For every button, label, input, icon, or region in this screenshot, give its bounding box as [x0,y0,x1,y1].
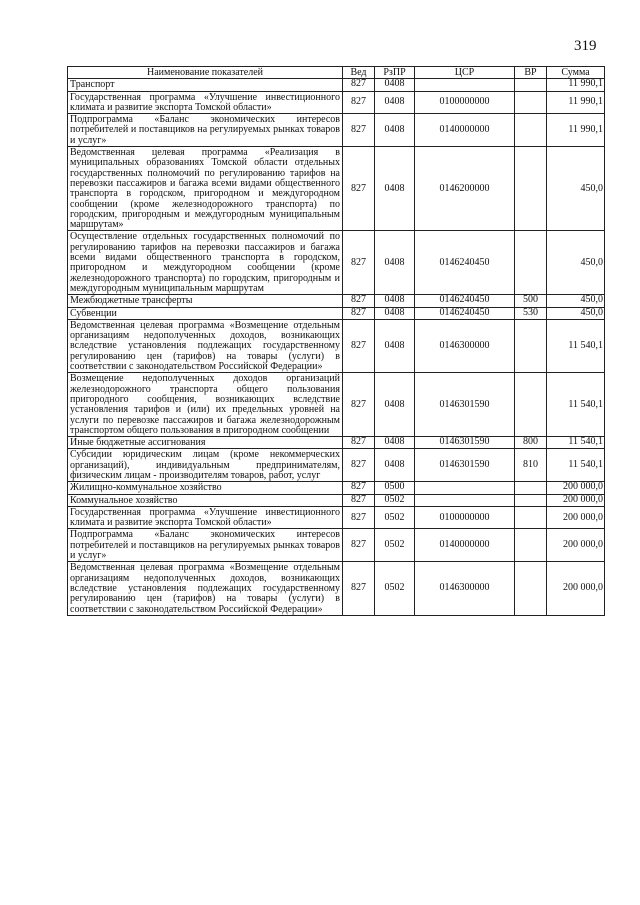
cell-vr [515,231,547,295]
cell-rzpr: 0408 [375,91,415,114]
cell-vr [515,147,547,231]
cell-name: Субсидии юридическим лицам (кроме некоммерческих организаций), индивидуальным предпринимателям, физическим лицам - производителям товаров, работ, услуг [68,449,343,482]
cell-sum: 11 540,1 [547,437,605,449]
cell-name: Возмещение недополученных доходов организаций железнодорожного транспорта общего пользования пригородного сообщения, возникающих вследствие установления тарифов и (или) их предельных уровней на услуги по перевозке пассажиров и багажа железнодорожным транспортом общего пользования в пригородном сообщении [68,373,343,437]
cell-rzpr: 0408 [375,147,415,231]
table-row [68,231,605,295]
cell-ved: 827 [343,562,375,615]
cell-rzpr: 0408 [375,307,415,319]
cell-name: Государственная программа «Улучшение инвестиционного климата и развитие экспорта Томской области» [68,91,343,114]
cell-csr: 0100000000 [415,506,515,529]
table-row [68,506,605,529]
cell-vr: 800 [515,437,547,449]
cell-sum: 450,0 [547,231,605,295]
cell-sum: 11 540,1 [547,449,605,482]
cell-vr [515,319,547,372]
cell-rzpr: 0500 [375,482,415,494]
header-sum: Сумма [547,67,605,79]
cell-sum: 11 540,1 [547,373,605,437]
cell-ved: 827 [343,91,375,114]
table-row [68,482,605,494]
table-row [68,449,605,482]
header-vr: ВР [515,67,547,79]
cell-rzpr: 0408 [375,373,415,437]
cell-csr: 0146301590 [415,449,515,482]
table-row [68,529,605,562]
cell-ved: 827 [343,494,375,506]
cell-ved: 827 [343,79,375,91]
cell-name: Ведомственная целевая программа «Реализация в муниципальных образованиях Томской области отдельных государственных полномочий по регулированию тарифов на перевозки пассажиров и багажа всеми видами общественного транспорта в городском, пригородном и междугородном сообщении (кроме железнодорожного транспорта) по городским, пригородным и междугородным муниципальным маршрутам» [68,147,343,231]
table-row [68,437,605,449]
cell-ved: 827 [343,147,375,231]
cell-ved: 827 [343,506,375,529]
page-number: 319 [574,38,597,54]
cell-csr [415,79,515,91]
cell-rzpr: 0408 [375,437,415,449]
cell-name: Осуществление отдельных государственных полномочий по регулированию тарифов на перевозки пассажиров и багажа всеми видами общественного транспорта в городском, пригородном и междугородном сообщении (кроме железнодорожного транспорта) по городским, пригородным и междугородным муниципальным маршрутам [68,231,343,295]
cell-rzpr: 0408 [375,79,415,91]
table-row [68,373,605,437]
cell-vr [515,494,547,506]
cell-csr: 0146300000 [415,562,515,615]
cell-sum: 450,0 [547,147,605,231]
cell-ved: 827 [343,482,375,494]
cell-csr: 0140000000 [415,114,515,147]
budget-table [67,66,605,616]
cell-ved: 827 [343,295,375,307]
cell-csr: 0146240450 [415,307,515,319]
table-row [68,319,605,372]
cell-csr: 0146200000 [415,147,515,231]
cell-vr [515,529,547,562]
cell-ved: 827 [343,449,375,482]
cell-vr [515,506,547,529]
cell-rzpr: 0408 [375,319,415,372]
cell-sum: 450,0 [547,307,605,319]
cell-sum: 200 000,0 [547,494,605,506]
cell-csr: 0146240450 [415,231,515,295]
cell-ved: 827 [343,307,375,319]
header-rzpr: РзПР [375,67,415,79]
table-row [68,295,605,307]
table-header-row [68,67,605,79]
cell-name: Жилищно-коммунальное хозяйство [68,482,343,494]
cell-vr [515,91,547,114]
cell-rzpr: 0408 [375,449,415,482]
table-row [68,307,605,319]
cell-csr: 0100000000 [415,91,515,114]
cell-ved: 827 [343,437,375,449]
cell-name: Межбюджетные трансферты [68,295,343,307]
table-row [68,562,605,615]
cell-csr [415,482,515,494]
table-row [68,147,605,231]
cell-vr [515,114,547,147]
cell-sum: 200 000,0 [547,506,605,529]
cell-csr: 0146301590 [415,437,515,449]
cell-sum: 11 990,1 [547,91,605,114]
cell-name: Коммунальное хозяйство [68,494,343,506]
cell-vr [515,562,547,615]
cell-name: Ведомственная целевая программа «Возмещение отдельным организациям недополученных доходов, возникающих вследствие установления подлежащих государственному регулированию цен (тарифов) на товары (услуги) в соответствии с законодательством Российской Федерации» [68,319,343,372]
cell-sum: 11 540,1 [547,319,605,372]
cell-sum: 200 000,0 [547,529,605,562]
cell-name: Подпрограмма «Баланс экономических интересов потребителей и поставщиков на регулируемых рынках товаров и услуг» [68,114,343,147]
header-name: Наименование показателей [68,67,343,79]
cell-vr [515,482,547,494]
cell-csr: 0146301590 [415,373,515,437]
cell-rzpr: 0408 [375,114,415,147]
cell-sum: 200 000,0 [547,482,605,494]
cell-vr [515,79,547,91]
cell-rzpr: 0502 [375,494,415,506]
table-row [68,114,605,147]
cell-rzpr: 0408 [375,295,415,307]
cell-vr: 500 [515,295,547,307]
cell-vr: 530 [515,307,547,319]
cell-vr [515,373,547,437]
table-row [68,79,605,91]
cell-csr: 0146300000 [415,319,515,372]
cell-ved: 827 [343,231,375,295]
cell-name: Субвенции [68,307,343,319]
cell-name: Иные бюджетные ассигнования [68,437,343,449]
cell-csr [415,494,515,506]
cell-rzpr: 0502 [375,562,415,615]
cell-csr: 0140000000 [415,529,515,562]
header-ved: Вед [343,67,375,79]
cell-ved: 827 [343,529,375,562]
cell-sum: 11 990,1 [547,79,605,91]
cell-csr: 0146240450 [415,295,515,307]
cell-ved: 827 [343,373,375,437]
cell-name: Государственная программа «Улучшение инвестиционного климата и развитие экспорта Томской области» [68,506,343,529]
cell-rzpr: 0408 [375,231,415,295]
cell-sum: 450,0 [547,295,605,307]
cell-name: Подпрограмма «Баланс экономических интересов потребителей и поставщиков на регулируемых рынках товаров и услуг» [68,529,343,562]
cell-rzpr: 0502 [375,529,415,562]
cell-sum: 200 000,0 [547,562,605,615]
cell-name: Транспорт [68,79,343,91]
table-row [68,91,605,114]
cell-vr: 810 [515,449,547,482]
cell-ved: 827 [343,319,375,372]
header-csr: ЦСР [415,67,515,79]
cell-rzpr: 0502 [375,506,415,529]
cell-name: Ведомственная целевая программа «Возмещение отдельным организациям недополученных доходов, возникающих вследствие установления подлежащих государственному регулированию цен (тарифов) на товары (услуги) в соответствии с законодательством Российской Федерации» [68,562,343,615]
cell-sum: 11 990,1 [547,114,605,147]
cell-ved: 827 [343,114,375,147]
table-row [68,494,605,506]
